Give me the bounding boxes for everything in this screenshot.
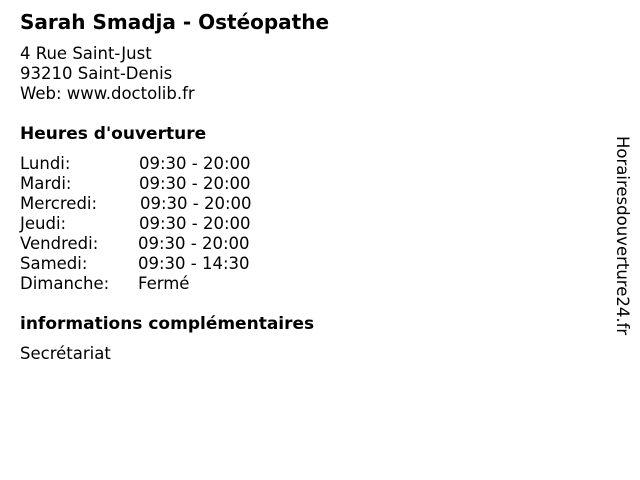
street-address: 4 Rue Saint-Just [20, 44, 152, 63]
hours-row-wednesday [20, 194, 280, 214]
hours-row-saturday [20, 254, 280, 274]
opening-hours-table [20, 154, 280, 294]
hours-value: 09:30 - 20:00 [139, 214, 251, 233]
hours-value: 09:30 - 20:00 [139, 174, 251, 193]
city-address: 93210 Saint-Denis [20, 64, 173, 83]
day-label: Dimanche: [20, 274, 110, 293]
hours-row-monday [20, 154, 280, 174]
site-watermark: Horairesdouverture24.fr [613, 136, 632, 336]
hours-value: 09:30 - 20:00 [139, 154, 251, 173]
hours-value: 09:30 - 20:00 [140, 194, 252, 213]
address-block [20, 44, 195, 104]
hours-value: Fermé [138, 274, 190, 293]
day-label: Lundi: [20, 154, 71, 173]
hours-row-tuesday [20, 174, 280, 194]
additional-info-text: Secrétariat [20, 344, 111, 363]
hours-value: 09:30 - 14:30 [138, 254, 250, 273]
day-label: Jeudi: [20, 214, 67, 233]
hours-row-sunday [20, 274, 280, 294]
hours-row-thursday [20, 214, 280, 234]
website-text: Web: www.doctolib.fr [20, 84, 195, 103]
opening-hours-heading: Heures d'ouverture [20, 124, 207, 144]
day-label: Vendredi: [20, 234, 99, 253]
day-label: Samedi: [20, 254, 88, 273]
day-label: Mercredi: [20, 194, 98, 213]
additional-info-heading: informations complémentaires [20, 314, 315, 334]
hours-value: 09:30 - 20:00 [138, 234, 250, 253]
page-title: Sarah Smadja - Ostéopathe [20, 10, 330, 34]
hours-row-friday [20, 234, 280, 254]
day-label: Mardi: [20, 174, 72, 193]
